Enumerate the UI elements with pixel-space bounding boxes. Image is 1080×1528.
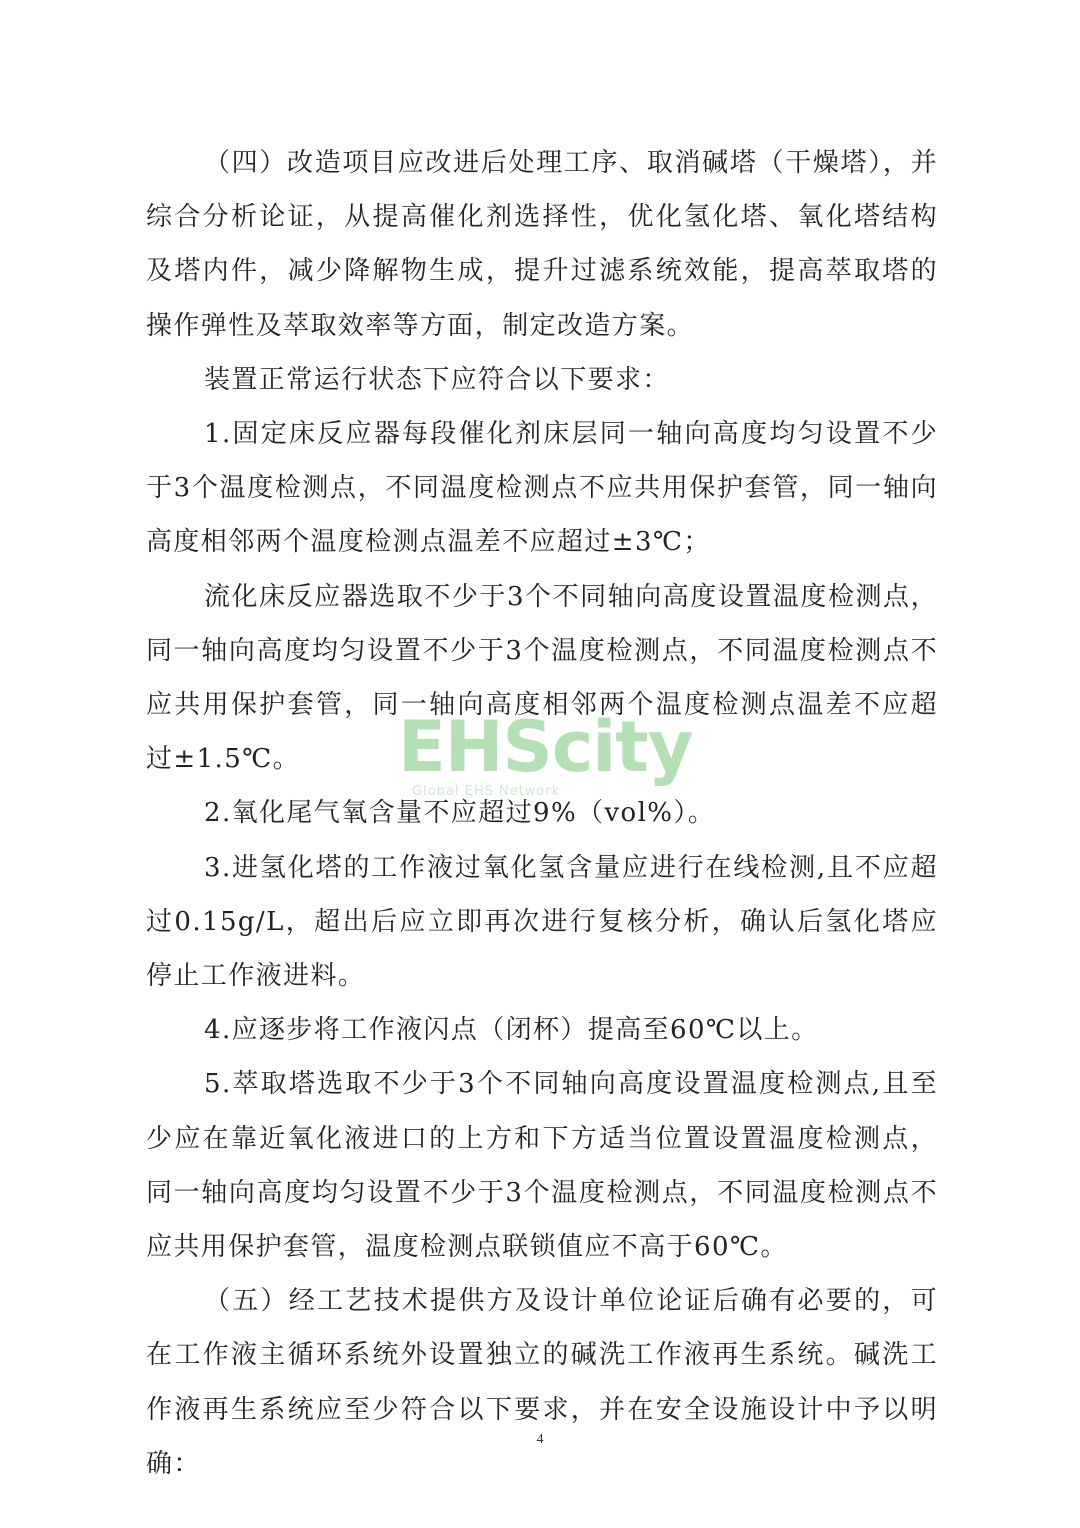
paragraph-item-3-hydrogen-peroxide: 3.进氢化塔的工作液过氧化氢含量应进行在线检测,且不应超过0.15g/L，超出后应立即再次进行复核分析，确认后氢化塔应停止工作液进料。 <box>146 852 938 992</box>
watermark-subtitle: Global EHS Network <box>412 784 561 799</box>
paragraph-item-2-oxygen: 2.氧化尾气氧含量不应超过9%（vol%）。 <box>204 798 716 829</box>
document-body <box>146 136 938 1491</box>
page-number: 4 <box>536 1432 544 1447</box>
paragraph-section-five: （五）经工艺技术提供方及设计单位论证后确有必要的，可在工作液主循环系统外设置独立的碱洗工作液再生系统。碱洗工作液再生系统应至少符合以下要求，并在安全设施设计中予以明确： <box>146 1286 938 1479</box>
paragraph-section-four: （四）改造项目应改进后处理工序、取消碱塔（干燥塔），并综合分析论证，从提高催化剂选择性，优化氢化塔、氧化塔结构及塔内件，减少降解物生成，提升过滤系统效能，提高萃取塔的操作弹性及萃取效率等方面，制定改造方案。 <box>146 148 938 341</box>
paragraph-item-1-fluidized-bed: 流化床反应器选取不少于3个不同轴向高度设置温度检测点，同一轴向高度均匀设置不少于3个温度检测点，不同温度检测点不应共用保护套管，同一轴向高度相邻两个温度检测点温差不应超过±1.5℃。 <box>146 581 938 775</box>
paragraph-item-4-flash-point: 4.应逐步将工作液闪点（闭杯）提高至60℃以上。 <box>204 1015 819 1046</box>
paragraph-item-1-fixed-bed: 1.固定床反应器每段催化剂床层同一轴向高度均匀设置不少于3个温度检测点，不同温度检测点不应共用保护套管，同一轴向高度相邻两个温度检测点温差不应超过±3℃； <box>146 419 938 558</box>
watermark-brand: EHScity <box>398 706 693 788</box>
paragraph-requirements-intro: 装置正常运行状态下应符合以下要求： <box>204 364 670 395</box>
paragraph-item-5-extraction-tower: 5.萃取塔选取不少于3个不同轴向高度设置温度检测点,且至少应在靠近氧化液进口的上方和下方适当位置设置温度检测点，同一轴向高度均匀设置不少于3个温度检测点，不同温度检测点不应共用保护套管，温度检测点联锁值应不高于60℃。 <box>146 1069 938 1263</box>
